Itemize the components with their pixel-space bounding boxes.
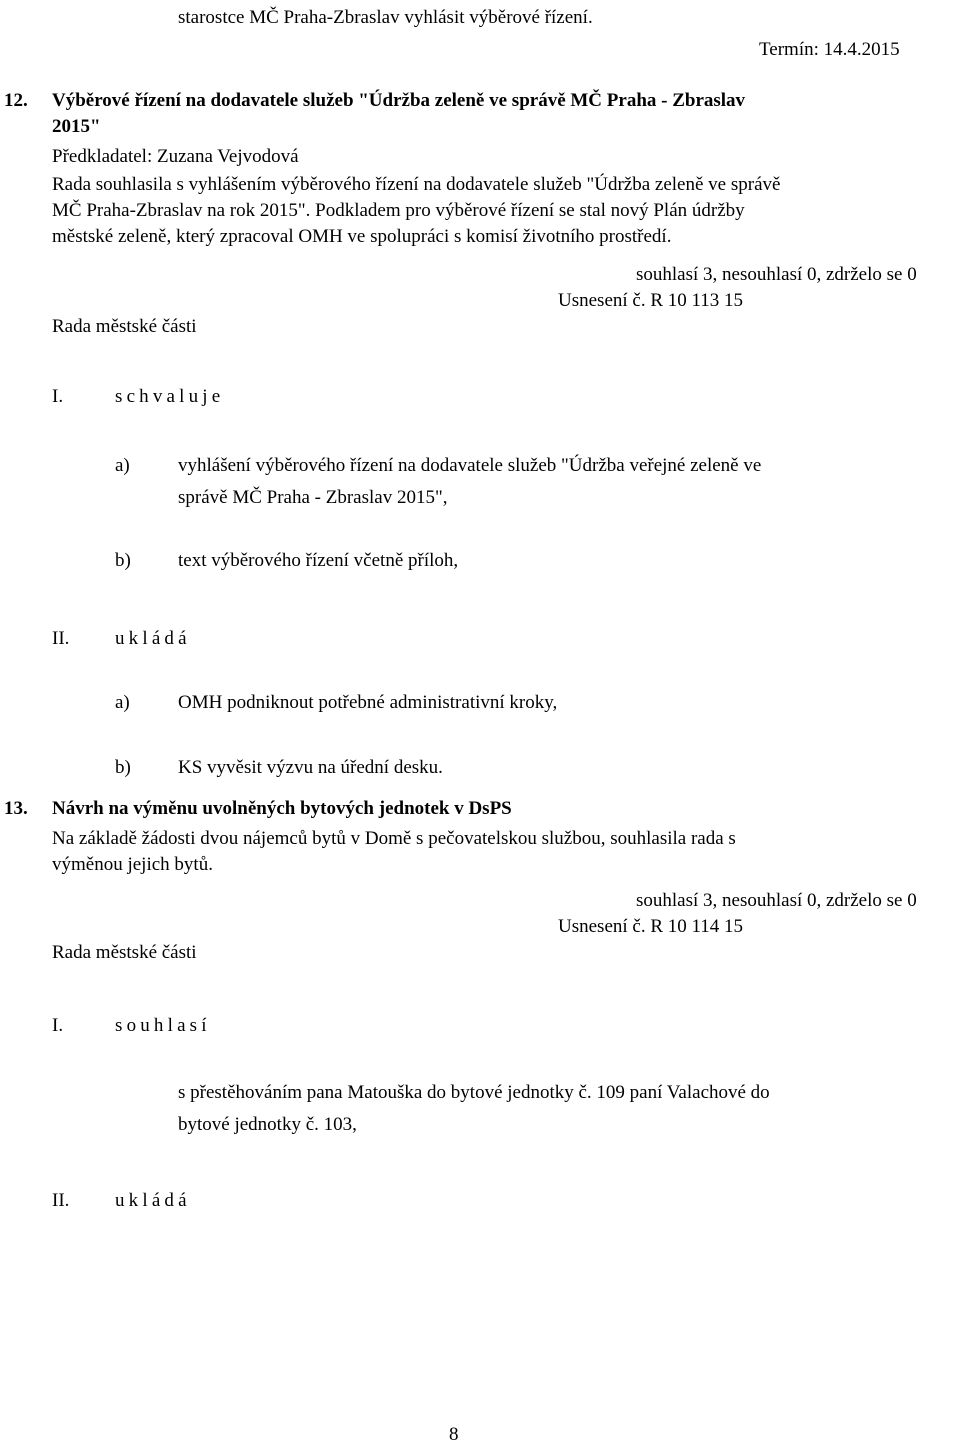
item12-body-line3: městské zeleně, který zpracoval OMH ve spolupráci s komisí životního prostředí. bbox=[52, 226, 672, 247]
item13-title: Návrh na výměnu uvolněných bytových jednotek v DsPS bbox=[52, 798, 512, 819]
item12-s1-b-label: b) bbox=[115, 550, 131, 571]
item12-body-line2: MČ Praha-Zbraslav na rok 2015". Podkladem pro výběrové řízení se stal nový Plán údržby bbox=[52, 200, 745, 221]
item13-resolution: Usnesení č. R 10 114 15 bbox=[558, 916, 744, 937]
item12-number: 12. bbox=[4, 90, 28, 111]
item13-s1-line2: bytové jednotky č. 103, bbox=[178, 1114, 357, 1135]
item12-vote: souhlasí 3, nesouhlasí 0, zdrželo se 0 bbox=[636, 264, 917, 285]
item13-section2-number: II. bbox=[52, 1190, 70, 1211]
item13-body-line2: výměnou jejich bytů. bbox=[52, 854, 213, 875]
item12-section2-verb: ukládá bbox=[115, 628, 191, 649]
item13-section1-verb: souhlasí bbox=[115, 1015, 211, 1036]
item13-number: 13. bbox=[4, 798, 28, 819]
deadline: Termín: 14.4.2015 bbox=[759, 39, 900, 60]
item12-s1-a-line1: vyhlášení výběrového řízení na dodavatele služeb "Údržba veřejné zeleně ve bbox=[178, 455, 762, 476]
top-line: starostce MČ Praha-Zbraslav vyhlásit výběrové řízení. bbox=[178, 7, 593, 28]
item12-s1-b-text: text výběrového řízení včetně příloh, bbox=[178, 550, 459, 571]
item12-resolution: Usnesení č. R 10 113 15 bbox=[558, 290, 744, 311]
item12-s2-b-label: b) bbox=[115, 757, 131, 778]
item12-council: Rada městské části bbox=[52, 316, 197, 337]
item13-body-line1: Na základě žádosti dvou nájemců bytů v Domě s pečovatelskou službou, souhlasila rada s bbox=[52, 828, 736, 849]
item12-section1-verb: schvaluje bbox=[115, 386, 225, 407]
item12-submitter: Předkladatel: Zuzana Vejvodová bbox=[52, 146, 299, 167]
page-number: 8 bbox=[449, 1424, 459, 1445]
item12-section1-number: I. bbox=[52, 386, 64, 407]
item12-body-line1: Rada souhlasila s vyhlášením výběrového řízení na dodavatele služeb "Údržba zeleně ve správě bbox=[52, 174, 781, 195]
item13-council: Rada městské části bbox=[52, 942, 197, 963]
item12-section2-number: II. bbox=[52, 628, 70, 649]
item12-s1-a-label: a) bbox=[115, 455, 130, 476]
item12-s2-a-label: a) bbox=[115, 692, 130, 713]
item12-s2-b-text: KS vyvěsit výzvu na úřední desku. bbox=[178, 757, 443, 778]
item13-section2-verb: ukládá bbox=[115, 1190, 191, 1211]
item12-title-line2: 2015" bbox=[52, 116, 101, 137]
item13-s1-line1: s přestěhováním pana Matouška do bytové jednotky č. 109 paní Valachové do bbox=[178, 1082, 770, 1103]
item12-title-line1: Výběrové řízení na dodavatele služeb "Údržba zeleně ve správě MČ Praha - Zbraslav bbox=[52, 90, 746, 111]
item13-vote: souhlasí 3, nesouhlasí 0, zdrželo se 0 bbox=[636, 890, 917, 911]
item12-s2-a-text: OMH podniknout potřebné administrativní kroky, bbox=[178, 692, 558, 713]
item13-section1-number: I. bbox=[52, 1015, 64, 1036]
item12-s1-a-line2: správě MČ Praha - Zbraslav 2015", bbox=[178, 487, 448, 508]
